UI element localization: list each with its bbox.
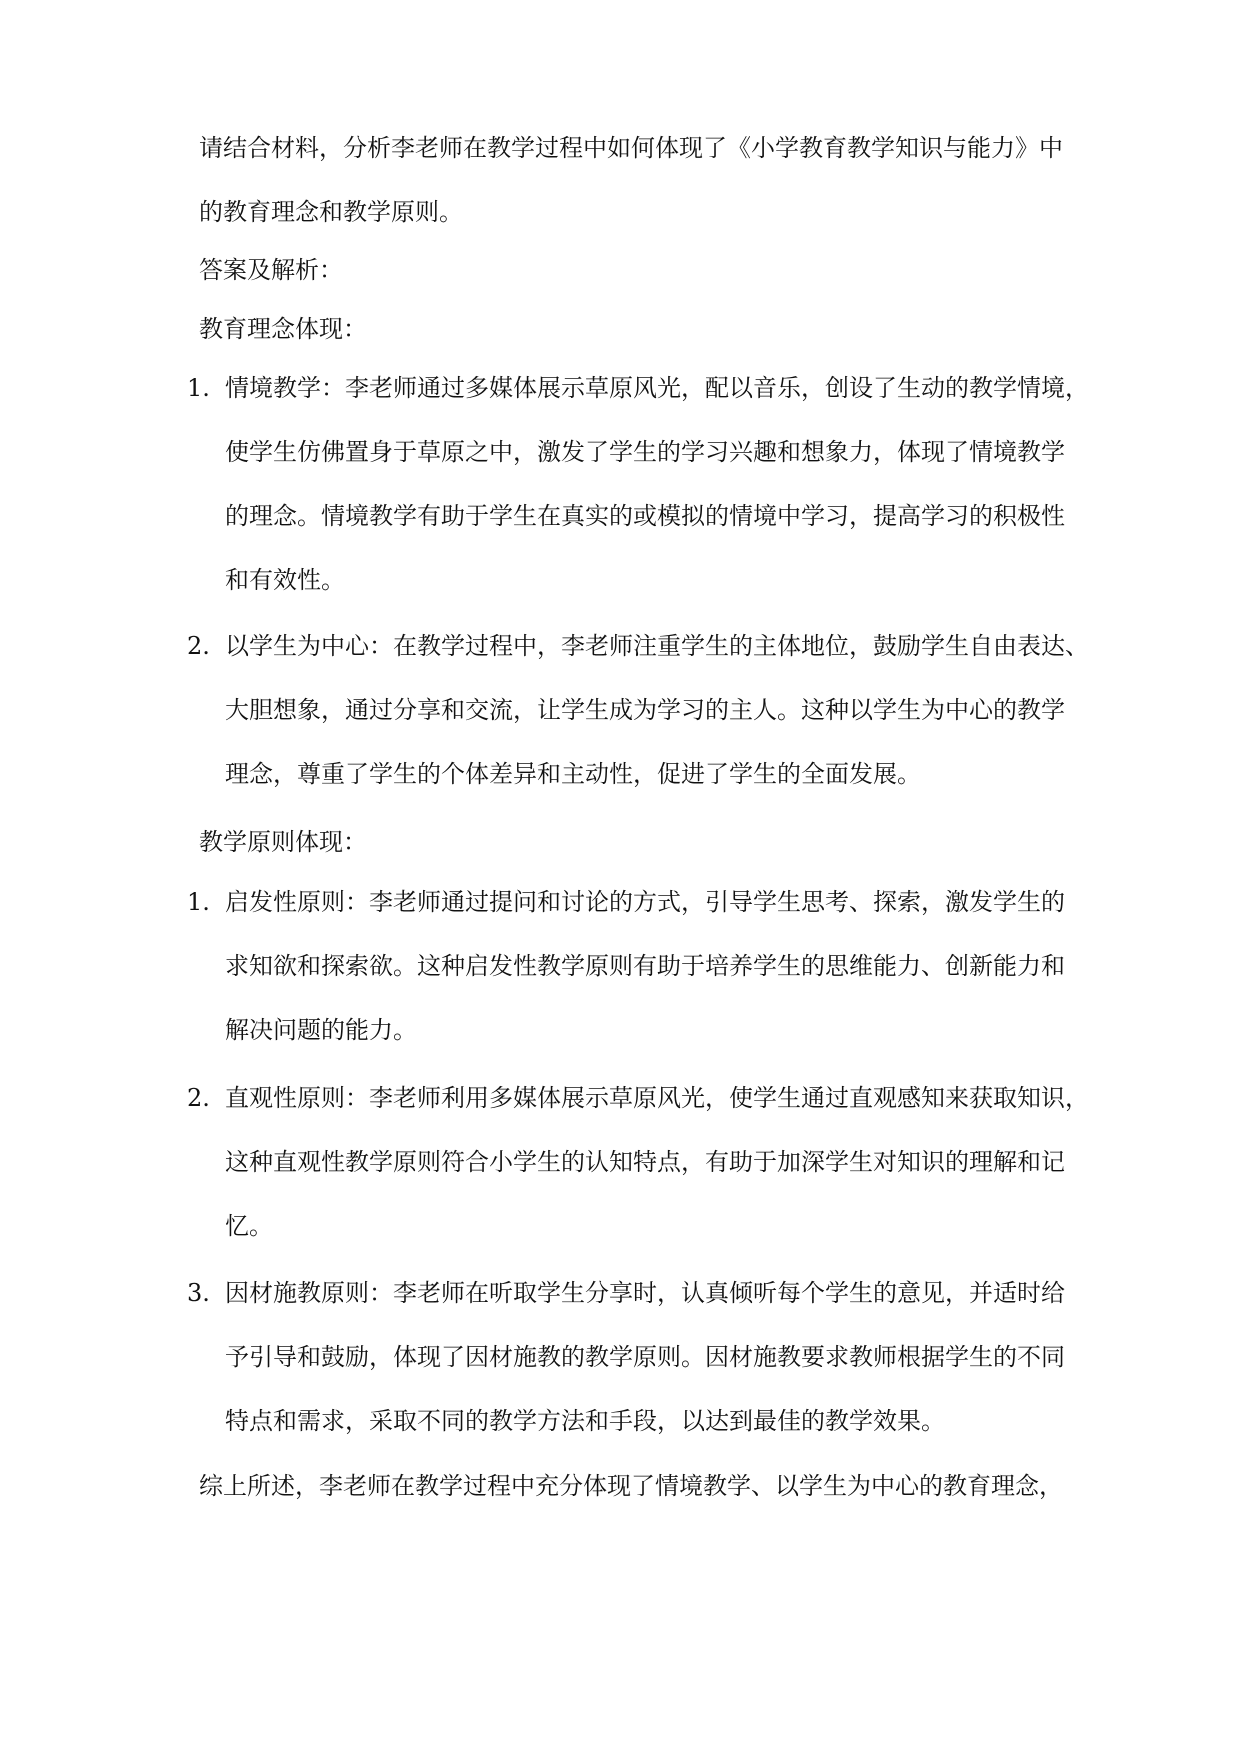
- intro-line-1: 请结合材料，分析李老师在教学过程中如何体现了《小学教育教学知识与能力》中: [199, 134, 1063, 162]
- list-item-line: 大胆想象，通过分享和交流，让学生成为学习的主人。这种以学生为中心的教学: [225, 696, 1065, 724]
- list-number: 2.: [187, 632, 210, 660]
- list-number: 2.: [187, 1084, 210, 1112]
- education-concept-heading: 教育理念体现：: [199, 315, 367, 343]
- list-item-line: 启发性原则：李老师通过提问和讨论的方式，引导学生思考、探索，激发学生的: [225, 888, 1065, 916]
- answer-heading: 答案及解析：: [199, 256, 343, 284]
- summary-paragraph: 综上所述，李老师在教学过程中充分体现了情境教学、以学生为中心的教育理念，: [199, 1472, 1063, 1500]
- list-item-body: [225, 870, 1087, 1062]
- list-item-line: 忆。: [225, 1212, 273, 1240]
- list-number: 1.: [187, 374, 210, 402]
- list-item-line: 情境教学：李老师通过多媒体展示草原风光，配以音乐，创设了生动的教学情境，: [225, 374, 1089, 402]
- list-item-line: 使学生仿佛置身于草原之中，激发了学生的学习兴趣和想象力，体现了情境教学: [225, 438, 1065, 466]
- list-item-line: 解决问题的能力。: [225, 1016, 417, 1044]
- list-number: 3.: [187, 1279, 210, 1307]
- list-item-line: 理念，尊重了学生的个体差异和主动性，促进了学生的全面发展。: [225, 760, 921, 788]
- list-item-body: [225, 614, 1087, 806]
- list-item-line: 求知欲和探索欲。这种启发性教学原则有助于培养学生的思维能力、创新能力和: [225, 952, 1065, 980]
- list-item-line: 予引导和鼓励，体现了因材施教的教学原则。因材施教要求教师根据学生的不同: [225, 1343, 1065, 1371]
- intro-line-2: 的教育理念和教学原则。: [199, 198, 463, 226]
- list-item-body: [225, 356, 1087, 612]
- list-item-body: [225, 1261, 1087, 1453]
- list-item-line: 以学生为中心：在教学过程中，李老师注重学生的主体地位，鼓励学生自由表达、: [225, 632, 1089, 660]
- intro-paragraph: [199, 116, 1079, 244]
- list-item-line: 和有效性。: [225, 566, 345, 594]
- list-item-line: 这种直观性教学原则符合小学生的认知特点，有助于加深学生对知识的理解和记: [225, 1148, 1065, 1176]
- list-number: 1.: [187, 888, 210, 916]
- list-item-line: 因材施教原则：李老师在听取学生分享时，认真倾听每个学生的意见，并适时给: [225, 1279, 1065, 1307]
- list-item-line: 的理念。情境教学有助于学生在真实的或模拟的情境中学习，提高学习的积极性: [225, 502, 1065, 530]
- list-item-body: [225, 1066, 1087, 1258]
- teaching-principle-heading: 教学原则体现：: [199, 828, 367, 856]
- list-item-line: 直观性原则：李老师利用多媒体展示草原风光，使学生通过直观感知来获取知识，: [225, 1084, 1089, 1112]
- list-item-line: 特点和需求，采取不同的教学方法和手段，以达到最佳的教学效果。: [225, 1407, 945, 1435]
